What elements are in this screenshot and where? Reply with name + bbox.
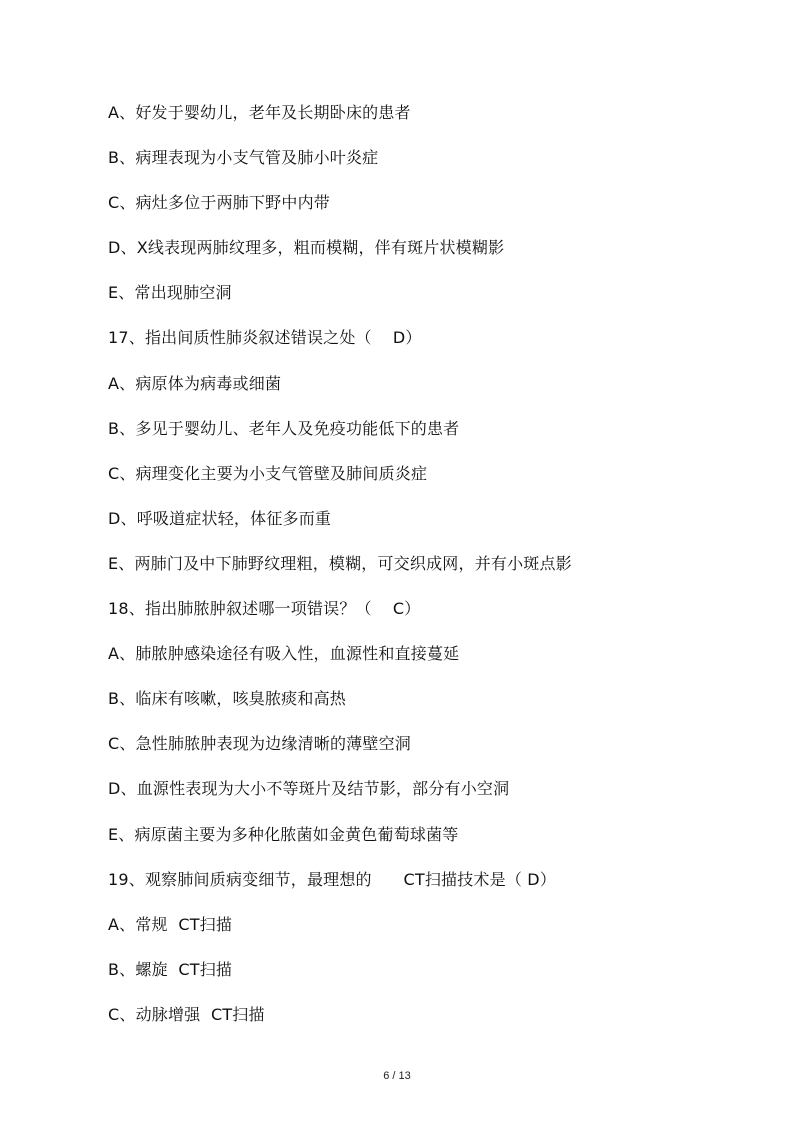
option-line: C、病理变化主要为小支气管壁及肺间质炎症 <box>108 463 428 483</box>
option-line: E、两肺门及中下肺野纹理粗，模糊，可交织成网，并有小斑点影 <box>108 553 572 573</box>
option-line: C、急性肺脓肿表现为边缘清晰的薄壁空洞 <box>108 734 411 754</box>
option-line: D、呼吸道症状轻，体征多而重 <box>108 508 332 528</box>
option-line: E、病原菌主要为多种化脓菌如金黄色葡萄球菌等 <box>108 824 459 844</box>
option-line: E、常出现肺空洞 <box>108 283 232 303</box>
option-line: A、病原体为病毒或细菌 <box>108 373 282 393</box>
option-line: B、螺旋 CT扫描 <box>108 959 233 979</box>
question-line: 17、指出间质性肺炎叙述错误之处（ D） <box>108 328 422 348</box>
option-line: C、病灶多位于两肺下野中内带 <box>108 193 330 213</box>
page-number: 6 / 13 <box>383 1070 411 1082</box>
option-line: B、多见于婴幼儿、老年人及免疫功能低下的患者 <box>108 418 460 438</box>
option-line: A、好发于婴幼儿，老年及长期卧床的患者 <box>108 103 411 122</box>
option-line: B、病理表现为小支气管及肺小叶炎症 <box>108 148 379 168</box>
option-line: A、常规 CT扫描 <box>108 914 233 934</box>
option-line: A、肺脓肿感染途径有吸入性，血源性和直接蔓延 <box>108 644 460 664</box>
question-line: 19、观察肺间质病变细节，最理想的 CT扫描技术是（ D） <box>108 869 557 889</box>
option-line: B、临床有咳嗽，咳臭脓痰和高热 <box>108 689 346 709</box>
option-line: C、动脉增强 CT扫描 <box>108 1004 265 1024</box>
question-text-block <box>108 99 708 1046</box>
option-line: D、血源性表现为大小不等斑片及结节影，部分有小空洞 <box>108 779 510 799</box>
option-line: D、X线表现两肺纹理多，粗而模糊，伴有斑片状模糊影 <box>108 238 505 258</box>
question-line: 18、指出肺脓肿叙述哪一项错误？（ C） <box>108 599 421 619</box>
